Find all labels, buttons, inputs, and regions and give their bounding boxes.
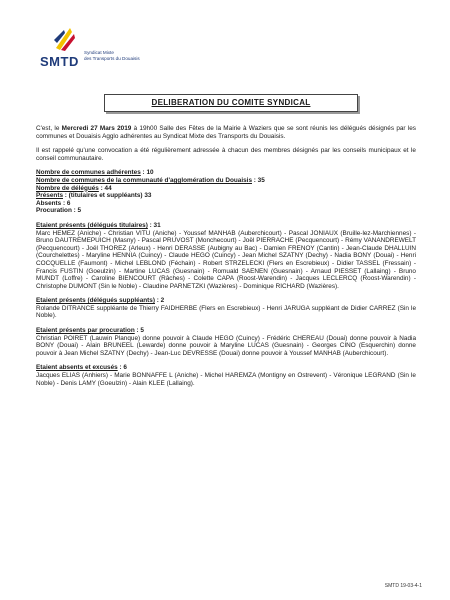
stat-delegues	[36, 185, 416, 193]
suppleants-heading	[36, 297, 416, 305]
title-box	[104, 94, 358, 112]
document-title: DELIBERATION DU COMITE SYNDICAL	[151, 98, 311, 107]
intro-text-after: à 19h00 Salle des Fêtes de la Mairie à Waziers que se sont réunis les délégués désignés par les communes et Douaisis Agglo adhérentes au Syndicat Mixte des Transports du Douaisis.	[36, 125, 416, 140]
absents-heading	[36, 364, 416, 372]
document-reference: SMTD 19-03-4-1	[384, 583, 422, 589]
intro-text-before: C'est, le	[36, 125, 62, 132]
stat-procuration: Procuration : 5	[36, 207, 82, 215]
convocation-paragraph: Il est rappelé qu'une convocation a été régulièrement adressée à chacun des membres désignés par les conseils municipaux et le conseil communautaire.	[36, 147, 416, 162]
smtd-logo	[40, 26, 180, 70]
suppleants-list: Rolande DITRANCE suppléante de Thierry FAIDHERBE (Flers en Escrebieux) - Henri JARUGA suppléant de Didier CARREZ (Sin le Noble).	[36, 304, 416, 320]
stat-presents-label: Présents	[36, 192, 63, 200]
logo-subtitle	[84, 50, 174, 62]
stat-delegues-value: : 44	[98, 184, 112, 192]
suppleants-count: : 2	[154, 297, 165, 305]
absents-count: : 6	[117, 364, 127, 372]
stat-communes-value: : 10	[140, 169, 154, 177]
absents-list: Jacques ELIAS (Anhiers) - Marie BONNAFFE L (Aniche) - Michel HAREMZA (Montigny en Ostrevent) - Véronique LEGRAND (Sin le Noble) - Denis LAMY (Goeulzin) - Alain KLEE (Lallaing).	[36, 372, 416, 387]
stat-agglo-value: : 35	[252, 176, 265, 184]
stat-presents-value: : (titulaires et suppléants) 33	[63, 192, 152, 200]
stat-delegues-label: Nombre de délégués	[36, 184, 99, 192]
titulaires-heading-label: Etaient présents (délégués titulaires)	[36, 221, 148, 229]
intro-paragraph	[36, 125, 416, 140]
procuration-heading-label: Etaient présents par procuration	[36, 327, 135, 335]
absents-heading-label: Etaient absents et excusés	[36, 364, 118, 372]
stat-agglo-label: Nombre de communes de la communauté d'agglomération du Douaisis	[36, 176, 252, 184]
meeting-date: Mercredi 27 Mars 2019	[61, 125, 132, 132]
titulaires-list: Marc HEMEZ (Aniche) - Christian VITU (Aniche) - Youssef MANHAB (Auberchicourt) - Pascal JONIAUX (Bruille-lez-Marchiennes) - Bruno DAUTREMEPUICH (Masny) - Pascal PRUVOST (Monchecourt) - Joël PIERRACHE (Pecquencourt) - Rémy VANANDREWELT (Pecquencourt) - Joël THOREZ (Arleux) - Henri DERASSE (Aubigny au Bac) - Damien FRENOY (Cantin) - Jean-Claude DHALLUIN (Courchelettes) - Maryline HENNIA (Cuincy) - Claude HEGO (Cuincy) - Jean Michel SZATNY (Dechy) - Nadia BONY (Douai) - Henri COCQUELLE (Faumont) - Michel LEBLOND (Féchain) - Robert STRZELECKI (Flers en Escrebieux) - Didier TASSEL (Fressain) - Francis FUSTIN (Goeulzin) - Martine LUCAS (Guesnain) - Romuald SAENEN (Guesnain) - Arnaud PIESSET (Lallaing) - Bruno MUNDT (Loffre) - Caroline BIENCOURT (Râches) - Colette CAPA (Roost-Warendin) - Jacques LECLERCQ (Roost-Warendin) - Christophe DUMONT (Sin le Noble) - Claudine PARNETZKI (Wazières) - Dominique RICHARD (Wazières).	[36, 229, 416, 290]
logo-subtitle-line-1: Syndicat Mixte	[84, 50, 114, 55]
stat-presents	[36, 192, 416, 200]
procuration-count: : 5	[134, 327, 144, 335]
stat-agglo	[36, 177, 416, 185]
titulaires-count: : 31	[147, 221, 161, 229]
logo-acronym: SMTD	[40, 54, 79, 69]
titulaires-heading	[36, 222, 416, 230]
procuration-heading	[36, 327, 416, 335]
logo-subtitle-line-2: des Transports du Douaisis	[84, 56, 140, 61]
procuration-list: Christian POIRET (Lauwin Planque) donne pouvoir à Claude HEGO (Cuincy) - Frédéric CHEREAU (Douai) donne pouvoir à Nadia BONY (Douai) - Alain BRUNEEL (Lewarde) donne pouvoir à Maryline LUCAS (Guesnain) - Georges CINO (Esquerchin) donne pouvoir à Jean Michel SZATNY (Dechy) - Jean-Luc DEVRESSE (Douai) donne pouvoir à Youssef MANHAB (Auberchicourt).	[36, 334, 416, 357]
stat-communes-label: Nombre de communes adhérentes	[36, 169, 141, 177]
suppleants-heading-label: Etaient présents (délégués suppléants)	[36, 297, 155, 305]
document-body	[36, 125, 416, 387]
smtd-logo-mark-icon	[52, 26, 76, 52]
stat-absents: Absents : 6	[36, 199, 71, 207]
stat-communes	[36, 169, 416, 177]
